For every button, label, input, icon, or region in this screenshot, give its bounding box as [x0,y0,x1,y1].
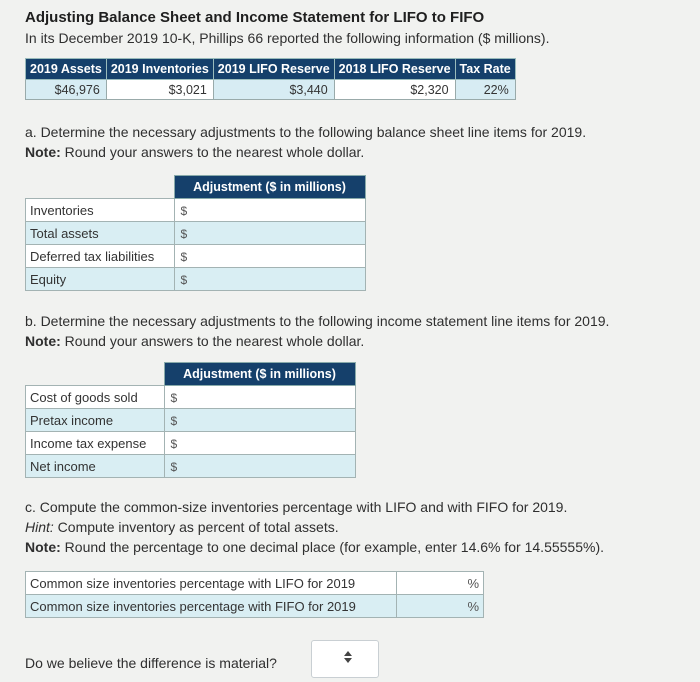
table-row [26,409,356,432]
fifo-percentage-input[interactable]: % [397,595,484,618]
part-c-text: c. Compute the common-size inventories percentage with LIFO and with FIFO for 2019. Hint: Compute inventory as percent of total assets. Note: Round the percentage to one decimal place (for example, enter 14.6% for 14.55555%). [25,499,605,555]
income-statement-adjustments-table [25,362,356,478]
part-c-hint-label: Hint: [25,519,54,535]
part-a-text: a. Determine the necessary adjustments to the following balance sheet line items for 2019. Note: Round your answers to the nearest whole dollar. [25,124,587,160]
balance-sheet-adjustments-table [25,175,366,291]
materiality-select[interactable] [311,640,379,678]
bs-row-label: Equity [26,268,175,291]
common-size-table [25,571,484,618]
part-c-note-text: Round the percentage to one decimal place (for example, enter 14.6% for 14.55555%). [60,539,605,555]
value-2019-inventories: $3,021 [106,80,213,100]
cogs-adjustment-input[interactable]: $ [164,386,355,409]
lifo-percentage-input[interactable]: % [397,572,484,595]
fifo-percentage-label: Common size inventories percentage with FIFO for 2019 [26,595,397,618]
table-row [26,245,366,268]
header-tax-rate: Tax Rate [455,59,515,80]
part-c-hint-text: Compute inventory as percent of total assets. [53,519,339,535]
part-b-text: b. Determine the necessary adjustments to the following income statement line items for 2019. Note: Round your answers to the nearest whole dollar. [25,313,610,349]
value-tax-rate: 22% [455,80,515,100]
bs-row-label: Inventories [26,199,175,222]
materiality-question: Do we believe the difference is material? [25,655,277,671]
select-arrows-icon [344,651,352,664]
deferred-tax-adjustment-input[interactable]: $ [174,245,365,268]
part-b-note-text: Round your answers to the nearest whole dollar. [60,333,365,349]
part-a-note-text: Round your answers to the nearest whole dollar. [60,144,365,160]
is-row-label: Income tax expense [26,432,165,455]
table-row [26,268,366,291]
inventories-adjustment-input[interactable]: $ [174,199,365,222]
is-row-label: Pretax income [26,409,165,432]
value-2019-assets: $46,976 [26,80,107,100]
bs-row-label: Deferred tax liabilities [26,245,175,268]
bs-adjustment-header: Adjustment ($ in millions) [174,176,365,199]
header-2019-lifo-reserve: 2019 LIFO Reserve [213,59,334,80]
table-row [26,199,366,222]
bs-row-label: Total assets [26,222,175,245]
table-row [26,455,356,478]
net-income-adjustment-input[interactable]: $ [164,455,355,478]
part-b-note-label: Note: [25,333,61,349]
header-2019-assets: 2019 Assets [26,59,107,80]
intro-text: In its December 2019 10-K, Phillips 66 reported the following information ($ millions). [25,30,550,46]
equity-adjustment-input[interactable]: $ [174,268,365,291]
header-2019-inventories: 2019 Inventories [106,59,213,80]
value-2018-lifo-reserve: $2,320 [334,80,455,100]
value-2019-lifo-reserve: $3,440 [213,80,334,100]
income-tax-adjustment-input[interactable]: $ [164,432,355,455]
total-assets-adjustment-input[interactable]: $ [174,222,365,245]
table-row [26,222,366,245]
is-adjustment-header: Adjustment ($ in millions) [164,363,355,386]
given-data-table [25,58,516,100]
is-row-label: Cost of goods sold [26,386,165,409]
page-title: Adjusting Balance Sheet and Income Statement for LIFO to FIFO [25,9,485,26]
part-c-note-label: Note: [25,539,61,555]
part-a-note-label: Note: [25,144,61,160]
header-2018-lifo-reserve: 2018 LIFO Reserve [334,59,455,80]
table-row [26,432,356,455]
lifo-percentage-label: Common size inventories percentage with LIFO for 2019 [26,572,397,595]
pretax-income-adjustment-input[interactable]: $ [164,409,355,432]
table-row [26,572,484,595]
is-row-label: Net income [26,455,165,478]
table-row [26,386,356,409]
table-row [26,595,484,618]
